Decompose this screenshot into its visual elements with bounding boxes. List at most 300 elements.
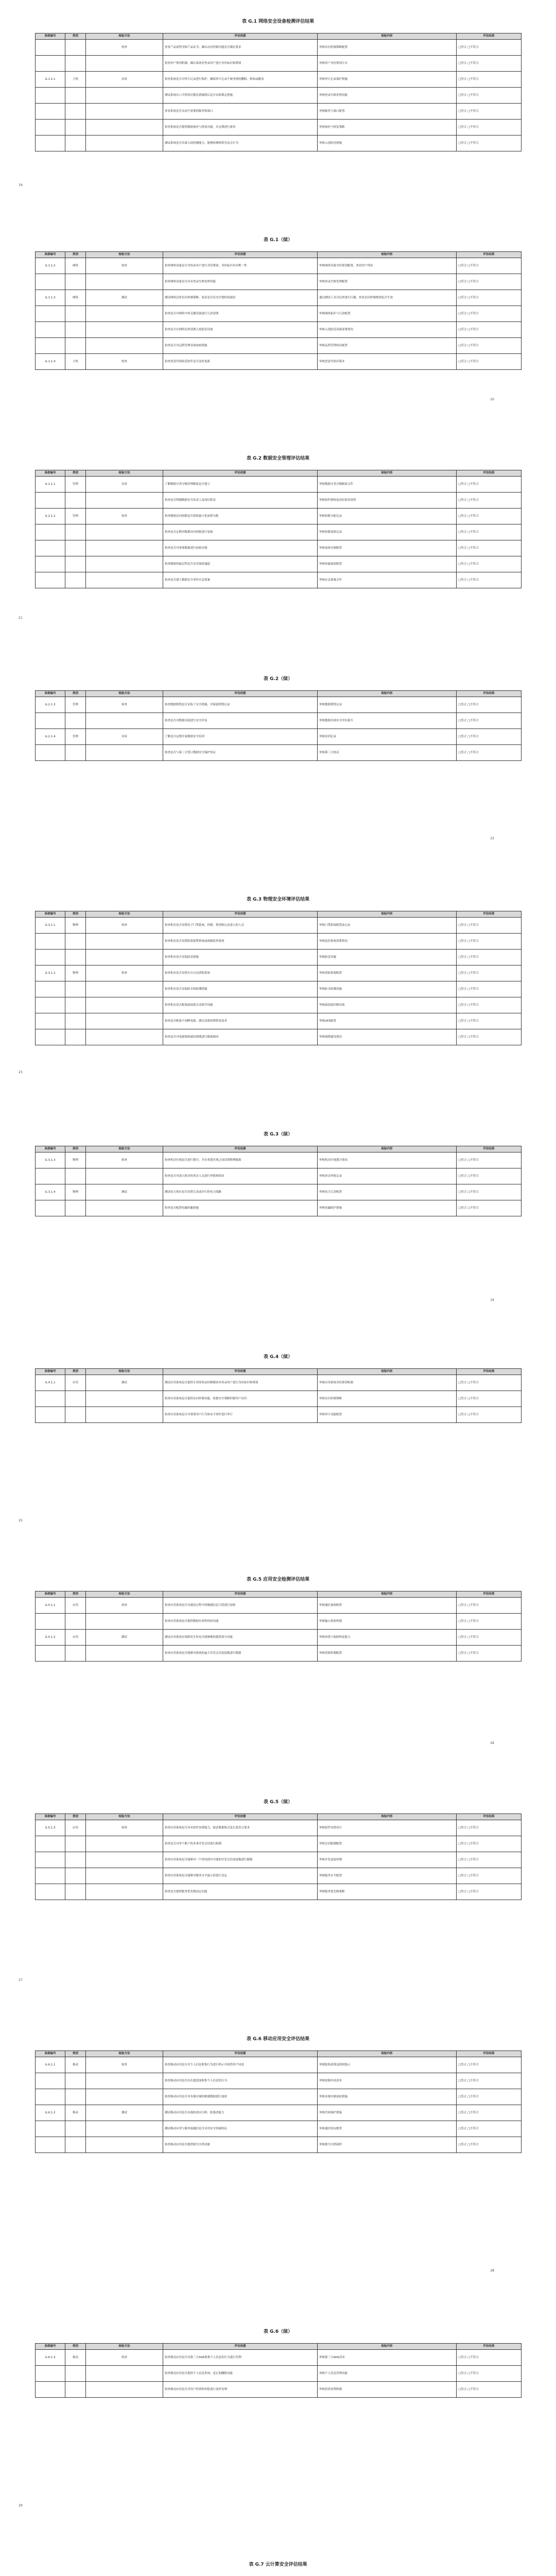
- table-cell: [65, 1614, 86, 1630]
- table-cell: 审核第三方SDK清单: [318, 2350, 457, 2366]
- table-cell: 审核温湿度控制设备: [318, 997, 457, 1013]
- table-cell: □符合 □不符合: [457, 965, 522, 981]
- table-cell: 审核权限申请清单: [318, 2073, 457, 2089]
- table-cell: 检查移动应用是否提供账号注销功能: [163, 2137, 318, 2153]
- table-cell: 检查: [86, 2057, 163, 2073]
- table-cell: 审核登录失败处理配置: [318, 274, 457, 290]
- table-cell: [36, 56, 65, 72]
- table-cell: 检查是否对数据出境进行安全评估: [163, 713, 318, 729]
- table-cell: 检查应用系统是否能够对一个时间段内可能的并发会话连接数进行限制: [163, 1852, 318, 1868]
- table-cell: □符合 □不符合: [457, 918, 522, 934]
- table-cell: [65, 1168, 86, 1184]
- table-cell: 检查是否在网络边界部署入侵防范设备: [163, 322, 318, 338]
- table-row: [36, 965, 522, 981]
- table-cell: [36, 1884, 65, 1900]
- table-cell: [86, 2382, 163, 2398]
- table-cell: 检查是否对重要数据进行加密存储: [163, 540, 318, 556]
- table-row: [36, 2137, 522, 2153]
- table-cell: 检查应用系统是否能够对系统的最大并发会话连接数进行限制: [163, 1646, 318, 1662]
- table-cell: 审核第三方协议: [318, 745, 457, 761]
- table-cell: [36, 88, 65, 104]
- table-title: 表 G.3 物理安全环境评估结果: [246, 897, 310, 902]
- document-page: [0, 896, 556, 1045]
- table-row: [36, 950, 522, 965]
- table-cell: 测试移动应用是否具备防逆向分析、防篡改能力: [163, 2105, 318, 2121]
- table-cell: □符合 □不符合: [457, 2105, 522, 2121]
- table-header-cell: 检验内容: [318, 911, 457, 918]
- table-cell: [86, 1029, 163, 1045]
- table-cell: 查看产品说明书和产品证书，确认访问控制功能是否满足要求: [163, 40, 318, 56]
- table-header-cell: 类别: [65, 1369, 86, 1375]
- table-cell: 审核备份与恢复策略: [318, 120, 457, 135]
- table-cell: G.3.1.2: [36, 965, 65, 981]
- evaluation-table: [35, 1814, 522, 1900]
- table-cell: 审核访问控制策略配置: [318, 40, 457, 56]
- table-cell: G.2.1.3: [36, 697, 65, 713]
- table-cell: 审核输入校验机制: [318, 1614, 457, 1630]
- table-header-cell: 条款编号: [36, 2344, 65, 2350]
- continuation-label: [35, 247, 521, 251]
- table-header-cell: 条款编号: [36, 1814, 65, 1820]
- table-cell: [86, 493, 163, 509]
- table-cell: 检查是否对单个账户的多重并发会话进行限制: [163, 1836, 318, 1852]
- table-cell: □符合 □不符合: [457, 477, 522, 493]
- table-cell: [36, 1614, 65, 1630]
- table-header-row: [36, 252, 522, 258]
- table-row: [36, 120, 522, 135]
- page-number: 27: [19, 1978, 23, 1982]
- table-cell: □符合 □不符合: [457, 1868, 522, 1884]
- table-cell: [65, 2121, 86, 2137]
- table-cell: [36, 713, 65, 729]
- table-cell: [65, 540, 86, 556]
- table-title: 表 G.2 数据安全管理评估结果: [246, 456, 310, 461]
- table-cell: [36, 306, 65, 322]
- table-cell: [65, 524, 86, 540]
- table-cell: [86, 1868, 163, 1884]
- table-cell: [86, 950, 163, 965]
- table-cell: □符合 □不符合: [457, 1852, 522, 1868]
- table-cell: [86, 572, 163, 588]
- table-header-cell: 条款编号: [36, 2051, 65, 2057]
- table-cell: [86, 540, 163, 556]
- page-number: 29: [19, 2504, 23, 2507]
- table-header-cell: 类别: [65, 691, 86, 697]
- table-cell: [86, 306, 163, 322]
- table-cell: [86, 997, 163, 1013]
- table-cell: □符合 □不符合: [457, 40, 522, 56]
- table-cell: □符合 □不符合: [457, 1407, 522, 1423]
- table-cell: 管理: [65, 697, 86, 713]
- table-cell: 审核来访审批记录: [318, 1168, 457, 1184]
- table-title: 表 G.5（续）: [263, 1800, 293, 1805]
- table-cell: 检查是否提供服务优先级设定功能: [163, 1884, 318, 1900]
- table-header-cell: 评估依据: [163, 691, 318, 697]
- table-cell: 检查机房区域是否进行划分，并在重要区域之间设置物理隔离: [163, 1153, 318, 1168]
- document-page: [0, 455, 556, 588]
- table-cell: 审核并发连接控制: [318, 1852, 457, 1868]
- table-cell: 测试系统在口令错误次数达到阈值后是否采取锁定措施: [163, 88, 318, 104]
- table-cell: [65, 1646, 86, 1662]
- table-header-cell: 检验内容: [318, 2344, 457, 2350]
- table-row: [36, 2366, 522, 2382]
- table-cell: [65, 40, 86, 56]
- table-cell: 审核本地存储加密措施: [318, 2089, 457, 2105]
- table-cell: [86, 2121, 163, 2137]
- table-cell: □符合 □不符合: [457, 290, 522, 306]
- table-header-cell: 检验内容: [318, 1814, 457, 1820]
- table-row: [36, 72, 522, 88]
- table-cell: 检查: [86, 40, 163, 56]
- table-cell: 测试: [86, 290, 163, 306]
- table-cell: 通过测试工具对边界进行扫描，查看访问控制规则是否生效: [318, 290, 457, 306]
- table-row: [36, 1375, 522, 1391]
- table-cell: □符合 □不符合: [457, 1391, 522, 1407]
- table-header-row: [36, 691, 522, 697]
- table-cell: 管理: [65, 729, 86, 745]
- table-header-cell: 类别: [65, 1591, 86, 1598]
- table-cell: □符合 □不符合: [457, 1614, 522, 1630]
- table-cell: [65, 934, 86, 950]
- table-cell: [65, 1029, 86, 1045]
- table-cell: [65, 2382, 86, 2398]
- table-header-cell: 条款编号: [36, 911, 65, 918]
- table-header-cell: 评估依据: [163, 911, 318, 918]
- table-cell: [65, 981, 86, 997]
- table-cell: [36, 745, 65, 761]
- table-cell: [65, 322, 86, 338]
- table-cell: 审核电力冗余配置: [318, 1184, 457, 1200]
- table-cell: 检查机房是否采取防水和防潮措施: [163, 981, 318, 997]
- table-header-cell: 类别: [65, 1814, 86, 1820]
- table-cell: [36, 322, 65, 338]
- table-cell: 应用: [65, 1820, 86, 1836]
- table-cell: 检查: [86, 509, 163, 524]
- table-cell: 审核远程管理协议配置: [318, 338, 457, 354]
- table-cell: 应用: [65, 1375, 86, 1391]
- page-number: 25: [19, 1519, 23, 1522]
- table-cell: 测试电力供应是否设置冗余或并行的电力线路: [163, 1184, 318, 1200]
- table-title: 表 G.7 云计算安全评估结果: [249, 2562, 307, 2567]
- table-cell: □符合 □不符合: [457, 1884, 522, 1900]
- table-cell: 物理: [65, 1153, 86, 1168]
- document-page: [0, 2036, 556, 2153]
- page-number: 23: [19, 1071, 23, 1074]
- table-row: [36, 290, 522, 306]
- table-cell: 审核审计记录保护措施: [318, 72, 457, 88]
- table-row: [36, 1646, 522, 1662]
- table-cell: 网络: [65, 258, 86, 274]
- table-title: 表 G.6（续）: [263, 2329, 293, 2334]
- table-cell: 检查: [86, 1153, 163, 1168]
- table-cell: [65, 120, 86, 135]
- table-cell: [36, 2073, 65, 2089]
- table-header-cell: 评估结果: [457, 2344, 522, 2350]
- table-title: 表 G.1 网络安全设备检测评估结果: [241, 19, 315, 24]
- table-cell: □符合 □不符合: [457, 2073, 522, 2089]
- table-cell: 访谈: [86, 729, 163, 745]
- table-cell: [86, 322, 163, 338]
- table-cell: [86, 274, 163, 290]
- table-cell: G.5.1.3: [36, 1820, 65, 1836]
- table-cell: [86, 104, 163, 120]
- table-title: 表 G.5 应用安全检测评估结果: [246, 1577, 310, 1582]
- table-cell: G.3.1.4: [36, 1184, 65, 1200]
- table-cell: [65, 88, 86, 104]
- table-cell: 检查用户鉴别机制，确认系统对登录用户进行身份标识和鉴别: [163, 56, 318, 72]
- table-cell: 检查是否配备不间断电源，满足设备短期供电需求: [163, 1013, 318, 1029]
- table-cell: □符合 □不符合: [457, 120, 522, 135]
- table-cell: [65, 274, 86, 290]
- table-cell: G.1.1.1: [36, 72, 65, 88]
- table-cell: G.2.1.1: [36, 477, 65, 493]
- table-cell: □符合 □不符合: [457, 1168, 522, 1184]
- table-cell: 检查数据销毁是否采取了安全措施，并保留销毁记录: [163, 697, 318, 713]
- table-header-row: [36, 470, 522, 477]
- document-page: [0, 676, 556, 761]
- table-header-row: [36, 1146, 522, 1153]
- table-cell: 审核线缆铺设情况: [318, 1029, 457, 1045]
- table-cell: [36, 2089, 65, 2105]
- table-row: [36, 1200, 522, 1216]
- table-cell: 审核防水防潮设施: [318, 981, 457, 997]
- table-cell: 移动: [65, 2057, 86, 2073]
- table-cell: G.1.1.4: [36, 354, 65, 370]
- continuation-label: [35, 2339, 521, 2343]
- table-cell: 审核数据出境安全评估报告: [318, 713, 457, 729]
- table-cell: [65, 135, 86, 151]
- table-cell: 检查数据访问权限是否按照最小化原则分配: [163, 509, 318, 524]
- evaluation-table: [35, 251, 522, 370]
- table-cell: [36, 997, 65, 1013]
- table-cell: 审核账号注销流程: [318, 2137, 457, 2153]
- table-cell: [36, 104, 65, 120]
- table-cell: 检查是否对电源线和通信线缆进行隔离铺设: [163, 1029, 318, 1045]
- table-header-row: [36, 1369, 522, 1375]
- table-cell: [36, 120, 65, 135]
- table-cell: 检查系统是否提供数据备份与恢复功能，并定期进行备份: [163, 120, 318, 135]
- table-header-cell: 检验内容: [318, 252, 457, 258]
- table-cell: 检查移动应用是否对用户投诉和举报进行及时处理: [163, 2382, 318, 2398]
- table-row: [36, 477, 522, 493]
- table-header-row: [36, 33, 522, 40]
- table-cell: □符合 □不符合: [457, 274, 522, 290]
- table-cell: G.5.1.2: [36, 1630, 65, 1646]
- table-cell: 审核防雷设施: [318, 950, 457, 965]
- table-cell: □符合 □不符合: [457, 934, 522, 950]
- table-row: [36, 338, 522, 354]
- table-header-cell: 评估依据: [163, 1814, 318, 1820]
- table-cell: [86, 1013, 163, 1029]
- table-cell: 审核资源控制配置: [318, 1646, 457, 1662]
- table-cell: G.3.1.3: [36, 1153, 65, 1168]
- table-row: [36, 997, 522, 1013]
- table-header-cell: 检验方法: [86, 2344, 163, 2350]
- table-row: [36, 713, 522, 729]
- table-header-cell: 检验方法: [86, 911, 163, 918]
- table-cell: 管理: [65, 477, 86, 493]
- table-header-row: [36, 2051, 522, 2057]
- table-row: [36, 1153, 522, 1168]
- table-row: [36, 104, 522, 120]
- table-header-cell: 条款编号: [36, 470, 65, 477]
- table-cell: 检查是否对进入机房的来访人员进行审批和陪同: [163, 1168, 318, 1184]
- table-cell: [36, 1029, 65, 1045]
- table-header-cell: 检验方法: [86, 691, 163, 697]
- table-cell: 检查移动应用是否对个人信息收集行为进行明示并获得用户同意: [163, 2057, 318, 2073]
- table-cell: G.1.1.3: [36, 290, 65, 306]
- table-cell: [86, 1391, 163, 1407]
- table-cell: 审核数据销毁记录: [318, 697, 457, 713]
- table-cell: □符合 □不符合: [457, 1820, 522, 1836]
- table-cell: [36, 135, 65, 151]
- table-cell: [65, 1013, 86, 1029]
- table-cell: 检查是否对远程管理采取加密措施: [163, 338, 318, 354]
- table-row: [36, 306, 522, 322]
- table-cell: □符合 □不符合: [457, 1029, 522, 1045]
- table-cell: □符合 □不符合: [457, 524, 522, 540]
- table-row: [36, 2382, 522, 2398]
- continuation-label: [35, 686, 521, 690]
- table-cell: □符合 □不符合: [457, 1598, 522, 1614]
- table-cell: 审核监控系统部署情况: [318, 934, 457, 950]
- table-header-cell: 评估结果: [457, 1146, 522, 1153]
- table-title: 表 G.6 移动应用安全评估结果: [246, 2037, 310, 2042]
- table-cell: [86, 135, 163, 151]
- table-header-cell: 评估依据: [163, 252, 318, 258]
- table-cell: □符合 □不符合: [457, 556, 522, 572]
- table-cell: 检查: [86, 354, 163, 370]
- table-header-cell: 检验方法: [86, 1591, 163, 1598]
- table-cell: □符合 □不符合: [457, 1184, 522, 1200]
- table-cell: 网络: [65, 290, 86, 306]
- table-cell: □符合 □不符合: [457, 950, 522, 965]
- table-cell: 测试系统是否具备入侵检测能力，能够检测到常见攻击行为: [163, 135, 318, 151]
- continuation-label: [35, 1587, 521, 1590]
- table-cell: 查看系统是否关闭不需要的服务和端口: [163, 104, 318, 120]
- evaluation-table: [35, 2343, 522, 2398]
- table-cell: [36, 1391, 65, 1407]
- table-cell: [36, 2121, 65, 2137]
- table-cell: 检查: [86, 1820, 163, 1836]
- table-cell: [65, 1868, 86, 1884]
- table-cell: 检查是否建立数据安全事件应急预案: [163, 572, 318, 588]
- table-cell: 检查应用系统是否对重要用户行为和安全事件进行审计: [163, 1407, 318, 1423]
- table-row: [36, 2073, 522, 2089]
- table-cell: □符合 □不符合: [457, 72, 522, 88]
- table-cell: □符合 □不符合: [457, 354, 522, 370]
- table-cell: [86, 1407, 163, 1423]
- table-cell: [36, 934, 65, 950]
- table-cell: 检查是否对网络中的关键设备进行冗余部署: [163, 306, 318, 322]
- table-cell: [65, 2137, 86, 2153]
- table-cell: [86, 524, 163, 540]
- table-cell: [36, 572, 65, 588]
- table-cell: □符合 □不符合: [457, 997, 522, 1013]
- table-cell: 检查: [86, 965, 163, 981]
- page-number: 28: [490, 2269, 494, 2273]
- table-cell: [36, 2137, 65, 2153]
- table-row: [36, 135, 522, 151]
- table-cell: □符合 □不符合: [457, 1153, 522, 1168]
- table-cell: □符合 □不符合: [457, 540, 522, 556]
- table-cell: 检查机房是否设置防盗报警系统或视频监控系统: [163, 934, 318, 950]
- table-header-cell: 评估结果: [457, 1814, 522, 1820]
- table-cell: [86, 2073, 163, 2089]
- table-cell: G.6.1.2: [36, 2105, 65, 2121]
- evaluation-table: [35, 911, 522, 1045]
- page-number: 24: [490, 1298, 494, 1302]
- table-row: [36, 2089, 522, 2105]
- table-cell: [65, 1852, 86, 1868]
- table-cell: [65, 1407, 86, 1423]
- table-cell: [36, 2382, 65, 2398]
- table-cell: [86, 556, 163, 572]
- table-cell: 检查: [86, 258, 163, 274]
- page-number: 21: [19, 616, 23, 620]
- table-cell: G.6.1.1: [36, 2057, 65, 2073]
- table-cell: 检查机房是否采取防雷措施: [163, 950, 318, 965]
- table-cell: 审核组织架构及岗位职责说明: [318, 493, 457, 509]
- table-cell: □符合 □不符合: [457, 572, 522, 588]
- table-cell: □符合 □不符合: [457, 56, 522, 72]
- table-cell: [36, 1646, 65, 1662]
- table-cell: 移动: [65, 2350, 86, 2366]
- table-cell: 测试应用系统是否提供专用的登录控制模块对登录用户进行身份标识和鉴别: [163, 1375, 318, 1391]
- table-cell: □符合 □不符合: [457, 1836, 522, 1852]
- table-header-row: [36, 1591, 522, 1598]
- table-cell: 审核审计功能配置: [318, 1407, 457, 1423]
- table-cell: □符合 □不符合: [457, 2057, 522, 2073]
- table-row: [36, 1407, 522, 1423]
- evaluation-table: [35, 1591, 522, 1662]
- table-cell: 审核入侵防范措施: [318, 135, 457, 151]
- table-header-cell: 评估结果: [457, 33, 522, 40]
- table-title: 表 G.3（续）: [263, 1132, 293, 1137]
- table-cell: 审核登录失败处理功能: [318, 88, 457, 104]
- table-cell: 审核投诉处理机制: [318, 2382, 457, 2398]
- table-cell: 测试: [86, 1375, 163, 1391]
- table-cell: 审核应用系统身份鉴别机制: [318, 1375, 457, 1391]
- table-cell: [65, 338, 86, 354]
- table-cell: [86, 745, 163, 761]
- table-row: [36, 40, 522, 56]
- table-cell: □符合 □不符合: [457, 2382, 522, 2398]
- table-header-cell: 类别: [65, 470, 86, 477]
- table-header-cell: 检验方法: [86, 470, 163, 477]
- table-cell: 审核电磁防护措施: [318, 1200, 457, 1216]
- table-cell: 测试: [86, 2105, 163, 2121]
- table-cell: [36, 1868, 65, 1884]
- table-cell: 审核权限分配记录: [318, 509, 457, 524]
- table-cell: 检查移动应用是否对本地存储的敏感数据进行加密: [163, 2089, 318, 2105]
- table-row: [36, 745, 522, 761]
- table-row: [36, 493, 522, 509]
- document-page: [0, 2562, 556, 2576]
- evaluation-table: [35, 2050, 522, 2153]
- table-row: [36, 1852, 522, 1868]
- table-cell: 检查恶意代码防范软件是否及时更新: [163, 354, 318, 370]
- table-cell: 检查应用系统是否具有软件容错能力，保证数据格式及长度符合要求: [163, 1820, 318, 1836]
- table-row: [36, 524, 522, 540]
- table-header-cell: 检验内容: [318, 470, 457, 477]
- table-cell: G.1.1.2: [36, 258, 65, 274]
- table-cell: 管理: [65, 509, 86, 524]
- table-row: [36, 556, 522, 572]
- table-cell: 审核容错与故障恢复能力: [318, 1630, 457, 1646]
- table-cell: [86, 56, 163, 72]
- table-cell: 测试网络边界访问控制策略，验证是否仅允许授权的通信: [163, 290, 318, 306]
